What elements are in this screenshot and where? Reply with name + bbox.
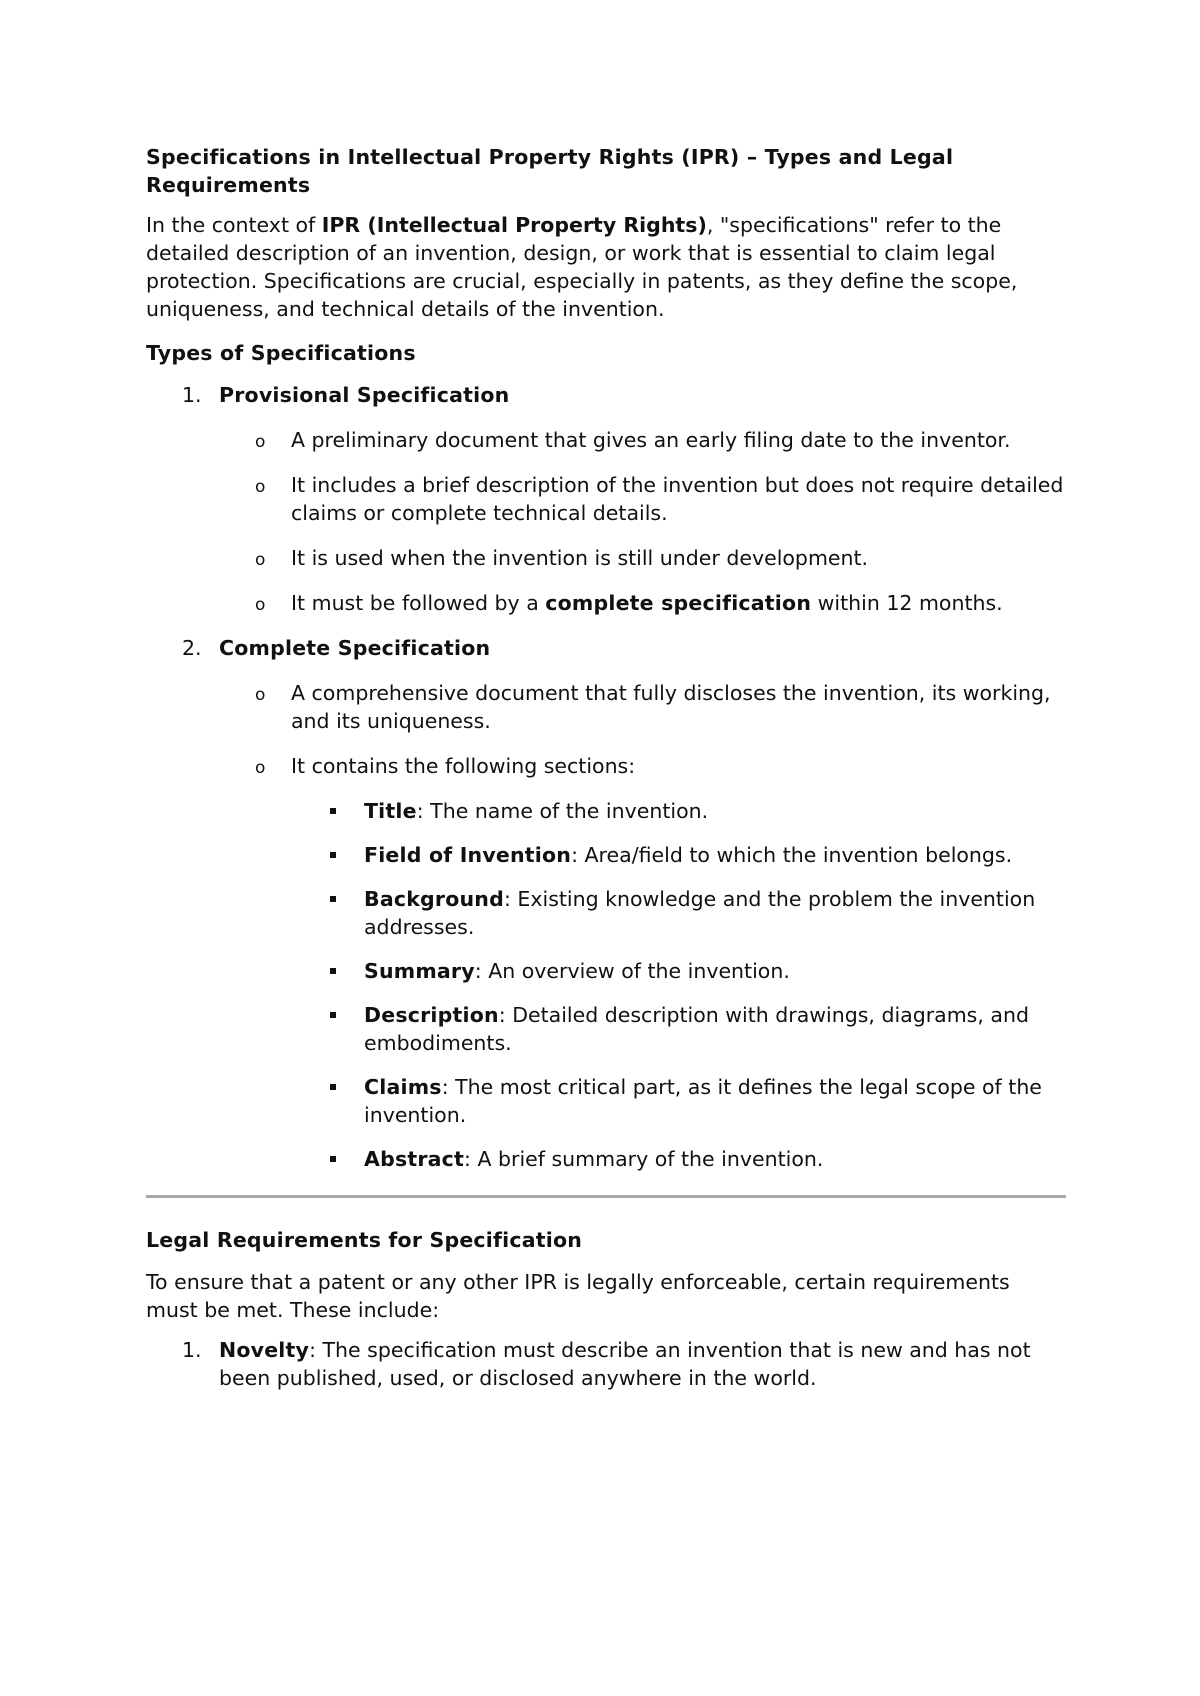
- type-title-complete: Complete Specification: [219, 636, 491, 660]
- legal-heading: Legal Requirements for Specification: [146, 1228, 583, 1252]
- intro-paragraph: [146, 211, 1066, 323]
- section-term: Field of Invention: [364, 843, 572, 867]
- type-item-provisional: [146, 381, 1066, 617]
- section-term: Abstract: [364, 1147, 465, 1171]
- bullet-text: It includes a brief description of the invention but does not require detailed claims or complete technical details.: [291, 473, 1064, 525]
- circle-bullet-icon: o: [255, 432, 266, 452]
- section-term: Background: [364, 887, 504, 911]
- square-bullet-icon: [330, 808, 336, 814]
- list-item: [219, 752, 1066, 1173]
- list-item: [219, 679, 1066, 735]
- type-title-provisional: Provisional Specification: [219, 383, 510, 407]
- list-number: 1.: [182, 383, 202, 407]
- legal-intro-paragraph: To ensure that a patent or any other IPR is legally enforceable, certain requirements must be met. These include:: [146, 1270, 1010, 1322]
- circle-bullet-icon: o: [255, 550, 266, 570]
- circle-bullet-icon: o: [255, 685, 266, 705]
- square-bullet-icon: [330, 896, 336, 902]
- list-item: [219, 589, 1066, 617]
- horizontal-divider: [146, 1195, 1066, 1198]
- list-item: [219, 544, 1066, 572]
- bullet-text: It contains the following sections:: [291, 754, 636, 778]
- section-item-summary: [291, 957, 1066, 985]
- circle-bullet-icon: o: [255, 595, 266, 615]
- intro-text-start: In the context of: [146, 213, 322, 237]
- section-item-title: [291, 797, 1066, 825]
- circle-bullet-icon: o: [255, 758, 266, 778]
- section-item-background: [291, 885, 1066, 941]
- requirement-term: Novelty: [219, 1338, 310, 1362]
- square-bullet-icon: [330, 968, 336, 974]
- document-title: Specifications in Intellectual Property Rights (IPR) – Types and Legal Requirements: [146, 145, 954, 197]
- bullet-text: A preliminary document that gives an early filing date to the inventor.: [291, 428, 1011, 452]
- section-term: Summary: [364, 959, 475, 983]
- bullet-text-end: within 12 months.: [811, 591, 1003, 615]
- section-term: Claims: [364, 1075, 442, 1099]
- list-number: 1.: [182, 1338, 202, 1362]
- requirements-list: [146, 1336, 1066, 1392]
- bullet-text-start: It must be followed by a: [291, 591, 546, 615]
- section-desc: : Existing knowledge and the problem the invention addresses.: [364, 887, 1036, 939]
- section-desc: : The name of the invention.: [416, 799, 709, 823]
- circle-bullet-icon: o: [255, 477, 266, 497]
- list-number: 2.: [182, 636, 202, 660]
- section-desc: : Area/field to which the invention belongs.: [571, 843, 1013, 867]
- square-bullet-icon: [330, 1012, 336, 1018]
- intro-text-rest: , "specifications" refer to the detailed description of an invention, design, or work that is essential to claim legal protection. Specifications are crucial, especially in patents, as they define the scope, uniqueness, and technical details of the invention.: [146, 213, 1018, 321]
- intro-bold-term: IPR (Intellectual Property Rights): [321, 213, 707, 237]
- section-desc: : An overview of the invention.: [474, 959, 790, 983]
- square-bullet-icon: [330, 1156, 336, 1162]
- section-term: Description: [364, 1003, 499, 1027]
- type-item-complete: [146, 634, 1066, 1173]
- section-desc: : A brief summary of the invention.: [464, 1147, 824, 1171]
- bullet-text: It is used when the invention is still under development.: [291, 546, 869, 570]
- list-item: [219, 471, 1066, 527]
- bullet-text: A comprehensive document that fully discloses the invention, its working, and its uniqueness.: [291, 681, 1051, 733]
- complete-bullets: [219, 679, 1066, 1173]
- section-desc: : The most critical part, as it defines the legal scope of the invention.: [364, 1075, 1042, 1127]
- sections-list: [291, 797, 1066, 1173]
- requirement-desc: : The specification must describe an invention that is new and has not been published, used, or disclosed anywhere in the world.: [219, 1338, 1031, 1390]
- requirement-item-novelty: [146, 1336, 1066, 1392]
- bullet-bold-term: complete specification: [545, 591, 812, 615]
- document-page: [146, 143, 1066, 1406]
- types-list: [146, 381, 1066, 1173]
- types-heading: Types of Specifications: [146, 341, 416, 365]
- square-bullet-icon: [330, 852, 336, 858]
- section-item-claims: [291, 1073, 1066, 1129]
- provisional-bullets: [219, 426, 1066, 617]
- list-item: [219, 426, 1066, 454]
- square-bullet-icon: [330, 1084, 336, 1090]
- section-desc: : Detailed description with drawings, diagrams, and embodiments.: [364, 1003, 1029, 1055]
- section-item-field: [291, 841, 1066, 869]
- section-term: Title: [364, 799, 417, 823]
- section-item-description: [291, 1001, 1066, 1057]
- section-item-abstract: [291, 1145, 1066, 1173]
